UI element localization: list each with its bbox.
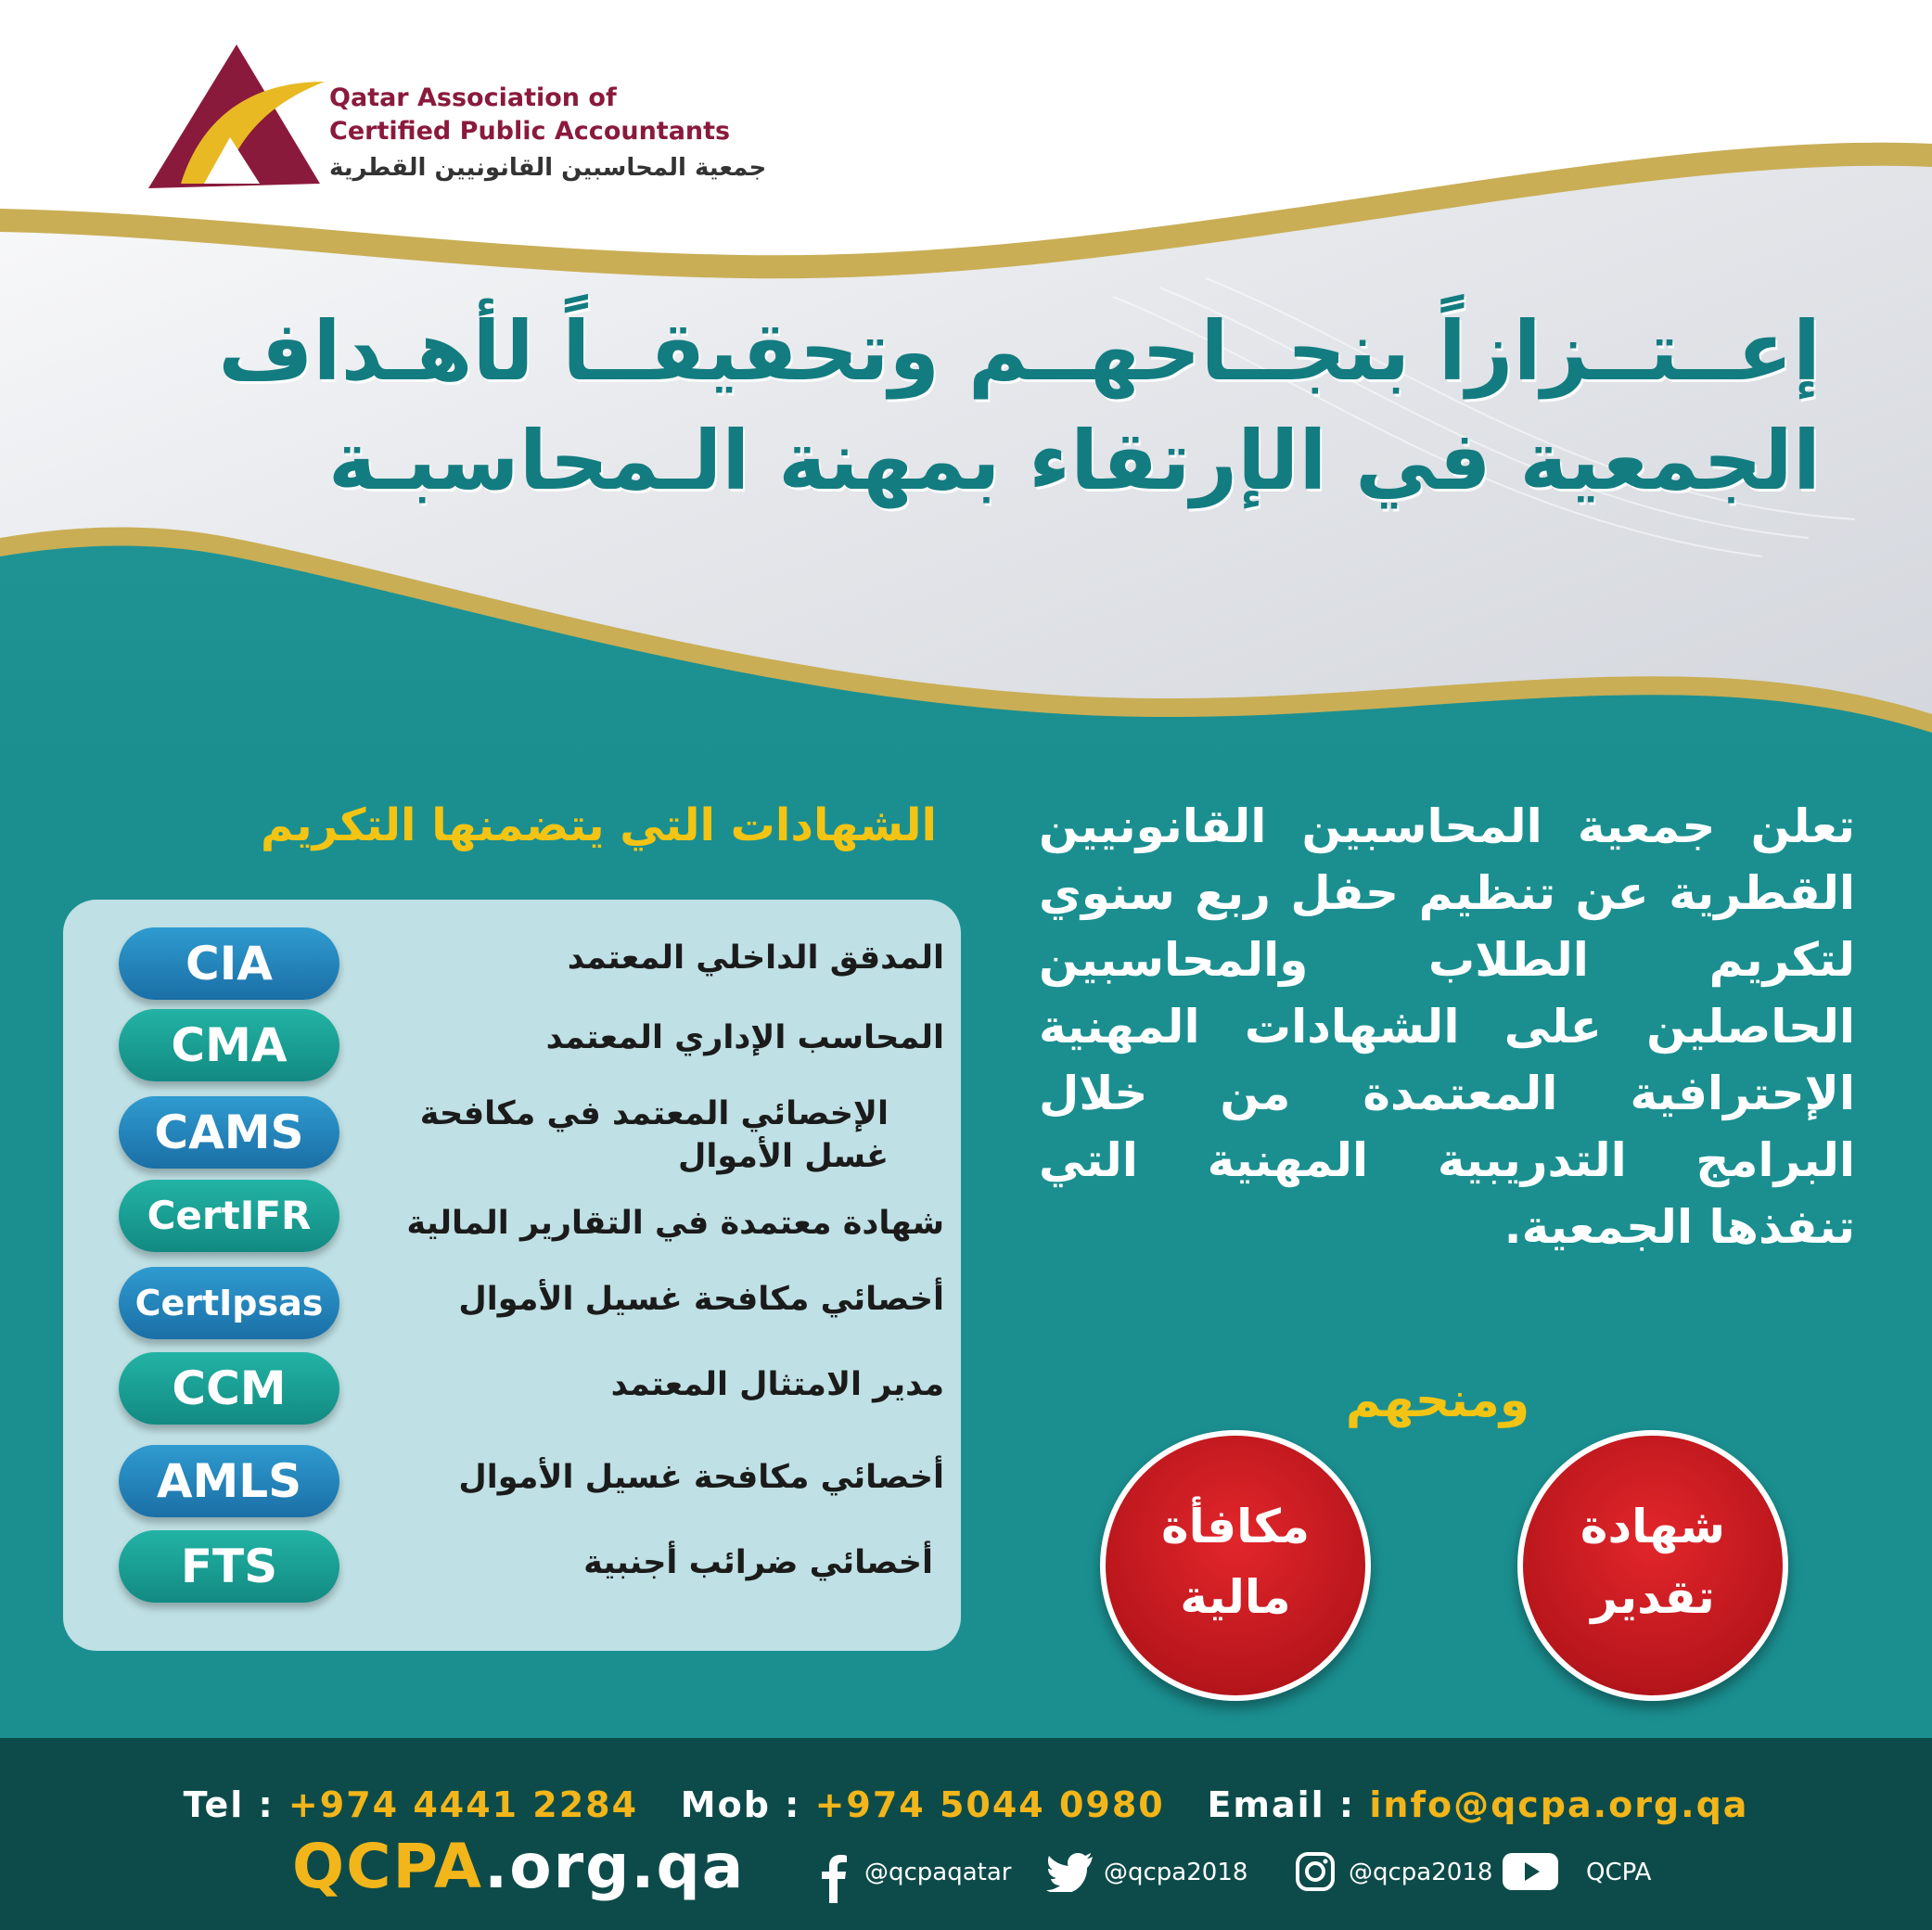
email-label: Email :	[1207, 1784, 1356, 1825]
cert-row	[91, 1352, 944, 1426]
email-link[interactable]: info@qcpa.org.qa	[1369, 1784, 1749, 1825]
cert-name: الإخصائي المعتمد في مكافحة غسل الأموال	[419, 1095, 889, 1175]
award-line1: مكافأة	[1161, 1500, 1310, 1553]
footer	[0, 1738, 1932, 1930]
cert-code-badge: FTS	[119, 1530, 339, 1603]
contact-line	[0, 1784, 1932, 1825]
certificates-title: الشهادات التي يتضمنها التكريم	[260, 799, 937, 851]
facebook-link[interactable]	[816, 1851, 1030, 1898]
cert-name: المحاسب الإداري المعتمد	[545, 1019, 944, 1056]
site-bold: QCPA	[292, 1831, 485, 1902]
cert-name: مدير الامتثال المعتمد	[610, 1366, 944, 1403]
instagram-icon	[1295, 1851, 1336, 1892]
award-cash-badge	[1100, 1430, 1371, 1701]
cert-name: أخصائي مكافحة غسيل الأموال	[458, 1281, 944, 1318]
cert-row	[91, 1267, 944, 1341]
cert-code-badge: AMLS	[119, 1445, 339, 1517]
headline	[58, 297, 1821, 516]
website-link[interactable]	[292, 1831, 745, 1902]
headline-line2: الجمعية في الإرتقاء بمهنة الـمحاسبـة	[327, 413, 1821, 508]
instagram-link[interactable]	[1295, 1851, 1493, 1898]
mob-label: Mob :	[680, 1784, 801, 1825]
cert-row	[91, 1180, 944, 1254]
logo-name-ar: جمعية المحاسبين القانونيين القطرية	[329, 154, 767, 182]
cert-row	[91, 927, 944, 1002]
headline-line1: إعــتــزازاً بنجــاحهــم وتحقيقــاً لأهـداف	[218, 303, 1821, 399]
youtube-link[interactable]	[1503, 1851, 1660, 1898]
certificates-panel	[63, 900, 961, 1651]
cert-code-badge: CMA	[119, 1009, 339, 1081]
logo-name-en-line1: Qatar Association of	[329, 83, 617, 112]
award-line1: شهادة	[1580, 1500, 1726, 1553]
facebook-icon	[816, 1851, 853, 1903]
granted-label: ومنحهم	[1345, 1373, 1530, 1428]
award-line2: تقدير	[1591, 1570, 1715, 1624]
facebook-handle: @qcpaqatar	[864, 1859, 1012, 1886]
youtube-handle: QCPA	[1586, 1859, 1652, 1886]
cert-name: المدقق الداخلي المعتمد	[567, 939, 944, 977]
instagram-handle: @qcpa2018	[1349, 1859, 1493, 1886]
cert-code-badge: CAMS	[119, 1096, 339, 1169]
tel-link[interactable]: +974 4441 2284	[288, 1784, 639, 1825]
cert-code-badge: CertIFR	[119, 1180, 339, 1252]
logo-name-en-line2: Certified Public Accountants	[329, 117, 731, 146]
cert-name: أخصائي ضرائب أجنبية	[583, 1544, 933, 1581]
qcpa-logo	[148, 45, 767, 202]
logo-triangle-icon	[148, 45, 325, 193]
cert-name: شهادة معتمدة في التقارير المالية	[406, 1205, 944, 1242]
tel-label: Tel :	[183, 1784, 275, 1825]
youtube-icon	[1503, 1851, 1558, 1892]
cert-row	[91, 1009, 944, 1083]
cert-row	[91, 1095, 944, 1175]
mob-link[interactable]: +974 5044 0980	[814, 1784, 1165, 1825]
twitter-link[interactable]	[1046, 1851, 1250, 1898]
cert-name: أخصائي مكافحة غسيل الأموال	[458, 1459, 944, 1496]
cert-code-badge: CertIpsas	[119, 1267, 339, 1339]
cert-code-badge: CIA	[119, 927, 339, 1000]
twitter-icon	[1046, 1851, 1094, 1892]
twitter-handle: @qcpa2018	[1104, 1859, 1248, 1886]
site-rest: .org.qa	[484, 1831, 746, 1902]
award-line2: مالية	[1180, 1570, 1291, 1624]
award-certificate-badge	[1517, 1430, 1788, 1701]
cert-code-badge: CCM	[119, 1352, 339, 1425]
cert-row	[91, 1445, 944, 1519]
announcement-text: تعلن جمعية المحاسبين القانونيين القطرية عن تنظيم حفل ربع سنوي لتكريم الطلاب والمحاسبين الحاصلين على الشهادات المهنية الإحترافية المعتمدة من خلال البرامج التدريبية المهنية التي تنفذها الجمعية.	[1039, 799, 1855, 1254]
cert-row	[91, 1530, 944, 1604]
